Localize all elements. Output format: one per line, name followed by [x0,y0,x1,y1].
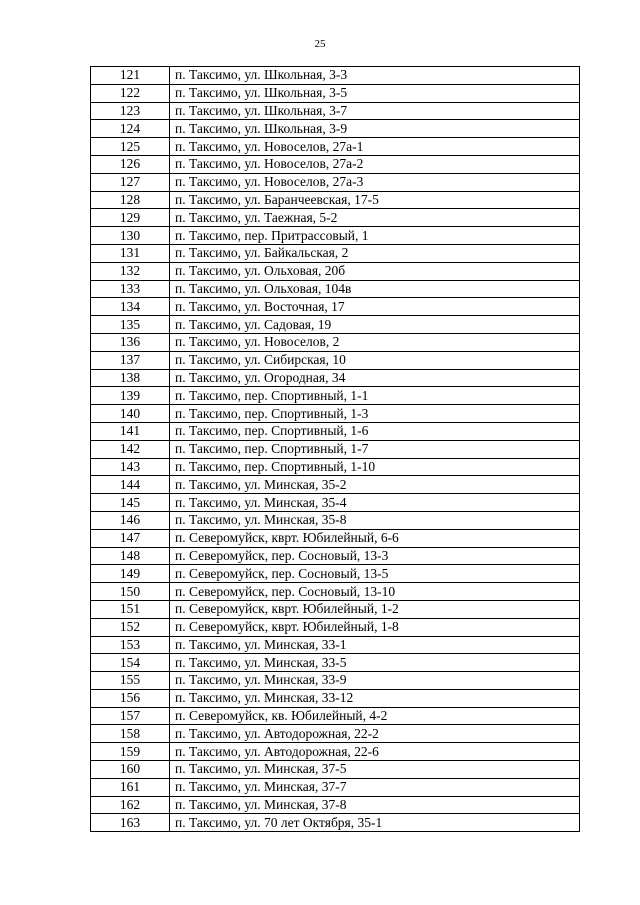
address-cell: п. Таксимо, ул. Минская, 37-8 [170,796,580,814]
address-cell: п. Таксимо, ул. Школьная, 3-9 [170,120,580,138]
table-row [91,120,580,138]
table-row [91,440,580,458]
table-row [91,84,580,102]
address-cell: п. Таксимо, ул. Минская, 33-5 [170,654,580,672]
address-cell: п. Таксимо, ул. Таежная, 5-2 [170,209,580,227]
table-row [91,725,580,743]
address-cell: п. Таксимо, пер. Спортивный, 1-10 [170,458,580,476]
row-number-cell: 130 [91,227,170,245]
row-number-cell: 162 [91,796,170,814]
row-number-cell: 158 [91,725,170,743]
address-cell: п. Таксимо, ул. Школьная, 3-5 [170,84,580,102]
address-cell: п. Северомуйск, пер. Сосновый, 13-10 [170,583,580,601]
row-number-cell: 152 [91,618,170,636]
address-cell: п. Таксимо, ул. Минская, 37-5 [170,761,580,779]
page-number: 25 [314,38,326,50]
address-cell: п. Таксимо, ул. Минская, 35-2 [170,476,580,494]
table-row [91,494,580,512]
row-number-cell: 147 [91,529,170,547]
row-number-cell: 125 [91,138,170,156]
table-row [91,458,580,476]
table-row [91,173,580,191]
address-cell: п. Северомуйск, кврт. Юбилейный, 6-6 [170,529,580,547]
row-number-cell: 149 [91,565,170,583]
row-number-cell: 124 [91,120,170,138]
address-cell: п. Таксимо, ул. Байкальская, 2 [170,244,580,262]
address-cell: п. Таксимо, ул. Баранчеевская, 17-5 [170,191,580,209]
address-cell: п. Таксимо, ул. Минская, 33-1 [170,636,580,654]
row-number-cell: 122 [91,84,170,102]
address-cell: п. Таксимо, ул. Новоселов, 27а-2 [170,155,580,173]
address-cell: п. Таксимо, ул. Школьная, 3-3 [170,67,580,85]
table-row [91,761,580,779]
address-cell: п. Таксимо, ул. Ольховая, 104в [170,280,580,298]
table-row [91,316,580,334]
row-number-cell: 133 [91,280,170,298]
address-cell: п. Таксимо, ул. Новоселов, 2 [170,333,580,351]
address-cell: п. Таксимо, ул. Новоселов, 27а-3 [170,173,580,191]
row-number-cell: 144 [91,476,170,494]
row-number-cell: 146 [91,511,170,529]
row-number-cell: 153 [91,636,170,654]
table-row [91,814,580,832]
table-row [91,227,580,245]
row-number-cell: 126 [91,155,170,173]
address-cell: п. Таксимо, пер. Спортивный, 1-7 [170,440,580,458]
table-row [91,298,580,316]
table-row [91,796,580,814]
address-cell: п. Таксимо, ул. Огородная, 34 [170,369,580,387]
address-cell: п. Северомуйск, кврт. Юбилейный, 1-8 [170,618,580,636]
table-row [91,654,580,672]
table-row [91,565,580,583]
row-number-cell: 141 [91,422,170,440]
address-cell: п. Северомуйск, пер. Сосновый, 13-3 [170,547,580,565]
address-cell: п. Таксимо, пер. Спортивный, 1-1 [170,387,580,405]
address-table [90,66,580,832]
address-cell: п. Таксимо, ул. Минская, 35-4 [170,494,580,512]
table-row [91,636,580,654]
address-cell: п. Таксимо, ул. Автодорожная, 22-2 [170,725,580,743]
table-row [91,405,580,423]
table-row [91,778,580,796]
row-number-cell: 150 [91,583,170,601]
address-cell: п. Таксимо, пер. Спортивный, 1-3 [170,405,580,423]
table-row [91,511,580,529]
table-row [91,333,580,351]
address-cell: п. Таксимо, ул. Ольховая, 20б [170,262,580,280]
row-number-cell: 139 [91,387,170,405]
table-row [91,387,580,405]
row-number-cell: 156 [91,689,170,707]
address-cell: п. Таксимо, ул. 70 лет Октября, 35-1 [170,814,580,832]
address-cell: п. Таксимо, ул. Школьная, 3-7 [170,102,580,120]
address-cell: п. Северомуйск, пер. Сосновый, 13-5 [170,565,580,583]
row-number-cell: 138 [91,369,170,387]
row-number-cell: 128 [91,191,170,209]
table-row [91,618,580,636]
row-number-cell: 160 [91,761,170,779]
table-row [91,743,580,761]
row-number-cell: 131 [91,244,170,262]
row-number-cell: 134 [91,298,170,316]
row-number-cell: 154 [91,654,170,672]
address-cell: п. Северомуйск, кврт. Юбилейный, 1-2 [170,600,580,618]
row-number-cell: 123 [91,102,170,120]
table-row [91,672,580,690]
row-number-cell: 136 [91,333,170,351]
table-row [91,529,580,547]
table-row [91,102,580,120]
row-number-cell: 161 [91,778,170,796]
address-cell: п. Таксимо, ул. Сибирская, 10 [170,351,580,369]
address-cell: п. Таксимо, ул. Минская, 35-8 [170,511,580,529]
table-row [91,476,580,494]
row-number-cell: 142 [91,440,170,458]
table-row [91,600,580,618]
address-cell: п. Таксимо, пер. Притрассовый, 1 [170,227,580,245]
table-row [91,155,580,173]
table-row [91,244,580,262]
row-number-cell: 151 [91,600,170,618]
row-number-cell: 140 [91,405,170,423]
address-cell: п. Таксимо, ул. Автодорожная, 22-6 [170,743,580,761]
table-row [91,138,580,156]
table-row [91,689,580,707]
address-cell: п. Таксимо, пер. Спортивный, 1-6 [170,422,580,440]
address-cell: п. Северомуйск, кв. Юбилейный, 4-2 [170,707,580,725]
table-row [91,351,580,369]
table-row [91,280,580,298]
address-cell: п. Таксимо, ул. Новоселов, 27а-1 [170,138,580,156]
table-row [91,209,580,227]
table-row [91,547,580,565]
address-cell: п. Таксимо, ул. Восточная, 17 [170,298,580,316]
row-number-cell: 145 [91,494,170,512]
address-cell: п. Таксимо, ул. Садовая, 19 [170,316,580,334]
address-table-body [91,67,580,832]
row-number-cell: 157 [91,707,170,725]
row-number-cell: 137 [91,351,170,369]
row-number-cell: 163 [91,814,170,832]
address-cell: п. Таксимо, ул. Минская, 33-12 [170,689,580,707]
row-number-cell: 121 [91,67,170,85]
table-row [91,369,580,387]
row-number-cell: 155 [91,672,170,690]
row-number-cell: 148 [91,547,170,565]
address-cell: п. Таксимо, ул. Минская, 37-7 [170,778,580,796]
table-row [91,422,580,440]
table-row [91,191,580,209]
row-number-cell: 132 [91,262,170,280]
table-row [91,67,580,85]
table-row [91,707,580,725]
row-number-cell: 159 [91,743,170,761]
table-row [91,583,580,601]
table-row [91,262,580,280]
row-number-cell: 127 [91,173,170,191]
row-number-cell: 143 [91,458,170,476]
row-number-cell: 135 [91,316,170,334]
address-cell: п. Таксимо, ул. Минская, 33-9 [170,672,580,690]
row-number-cell: 129 [91,209,170,227]
